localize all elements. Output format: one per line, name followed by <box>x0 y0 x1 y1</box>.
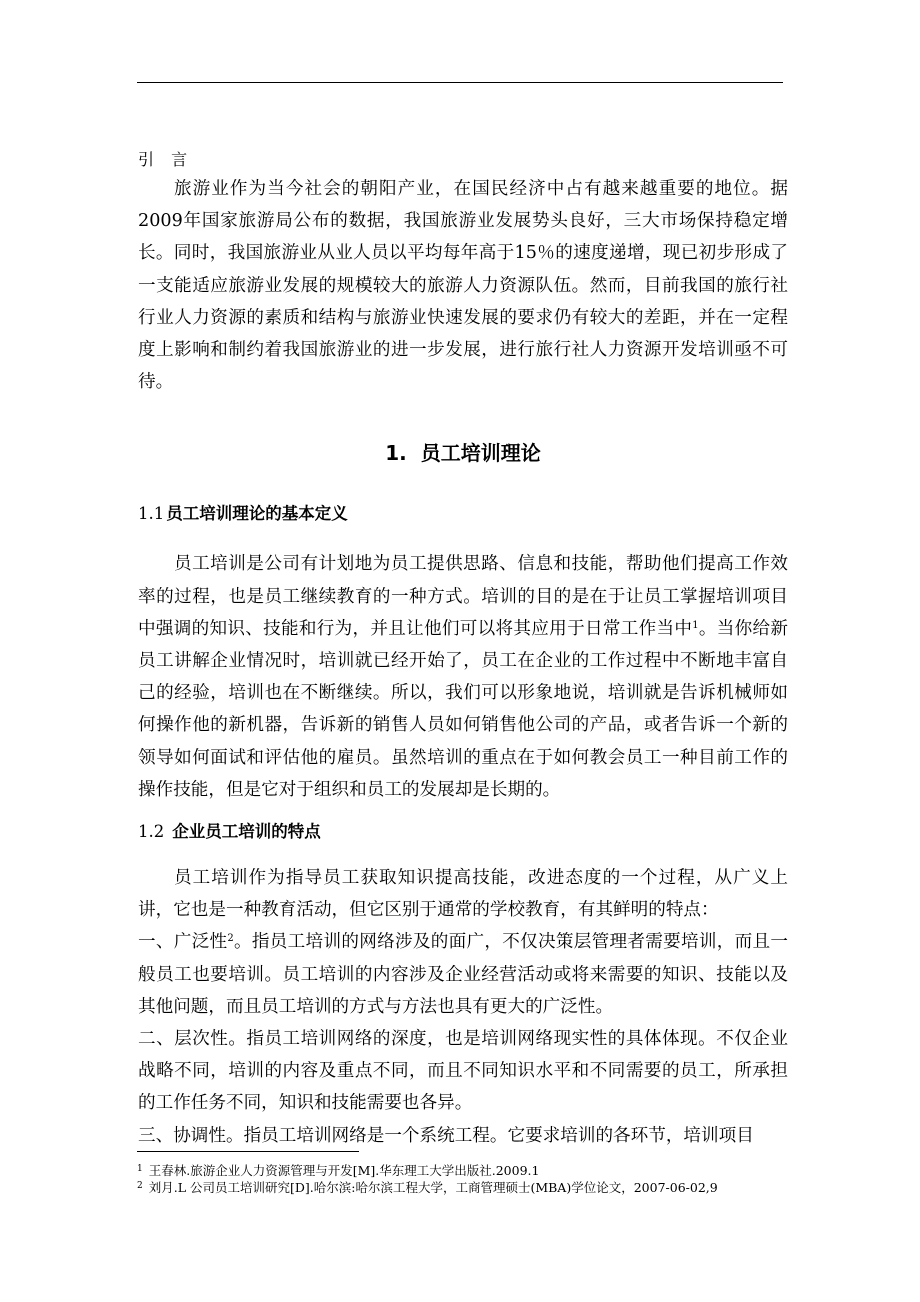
section-1-2-heading <box>138 820 788 844</box>
footnote-ref-1[interactable]: 1 <box>692 619 699 631</box>
footnote-1 <box>137 1162 797 1179</box>
feature-item-1 <box>138 926 788 1023</box>
feature-item-2: 二、层次性。指员工培训网络的深度，也是培训网络现实性的具体体现。不仅企业战略不同，培训的内容及重点不同，而且不同知识水平和不同需要的员工，所承担的工作任务不同，知识和技能需要也各异。 <box>138 1029 788 1114</box>
footnotes <box>137 1162 797 1196</box>
chapter-heading <box>138 438 788 468</box>
section-1-1-heading <box>138 502 788 526</box>
footnote-ref-2[interactable]: 2 <box>227 933 234 945</box>
section-1-1-title: 员工培训理论的基本定义 <box>166 504 348 524</box>
feature-item-1-body: 。指员工培训的网络涉及的面广，不仅决策层管理者需要培训，而且一般员工也要培训。员工培训的内容涉及企业经营活动或将来需要的知识、技能以及其他问题，而且员工培训的方式与方法也具有更大的广泛性。 <box>138 932 788 1017</box>
chapter-number: 1. <box>385 441 407 466</box>
section-1-1-paragraph <box>138 548 788 806</box>
intro-heading: 引 言 <box>138 150 194 169</box>
chapter-title: 员工培训理论 <box>420 441 541 466</box>
section-1-2-title: 企业员工培训的特点 <box>172 822 321 842</box>
document-body <box>138 150 788 1152</box>
intro-paragraph: 旅游业作为当今社会的朝阳产业，在国民经济中占有越来越重要的地位。据2009年国家旅游局公布的数据，我国旅游业发展势头良好，三大市场保持稳定增长。同时，我国旅游业从业人员以平均每年高于15％的速度递增，现已初步形成了一支能适应旅游业发展的规模较大的旅游人力资源队伍。然而，目前我国的旅行社行业人力资源的素质和结构与旅游业快速发展的要求仍有较大的差距，并在一定程度上影响和制约着我国旅游业的进一步发展，进行旅行社人力资源开发培训亟不可待。 <box>138 179 788 393</box>
section-1-2-number: 1.2 <box>138 822 165 842</box>
footnote-2-text: 刘月.L 公司员工培训研究[D].哈尔滨:哈尔滨工程大学，工商管理硕士(MBA)学位论文，2007-06-02,9 <box>148 1180 718 1195</box>
section-1-1-number: 1.1 <box>138 504 165 524</box>
footnote-1-text: 王春林.旅游企业人力资源管理与开发[M].华东理工大学出版社.2009.1 <box>148 1163 540 1178</box>
section-1-1-text-b: 。当你给新员工讲解企业情况时，培训就已经开始了，员工在企业的工作过程中不断地丰富自己的经验，培训也在不断继续。所以，我们可以形象地说，培训就是告诉机械师如何操作他的新机器，告诉新的销售人员如何销售他公司的产品，或者告诉一个新的领导如何面试和评估他的雇员。虽然培训的重点在于如何教会员工一种目前工作的操作技能，但是它对于组织和员工的发展却是长期的。 <box>138 618 788 800</box>
header-rule <box>137 82 783 83</box>
footnote-separator <box>137 1151 359 1152</box>
feature-item-1-head: 一、广泛性 <box>138 932 228 953</box>
footnote-2-mark: 2 <box>137 1181 143 1191</box>
footnote-2 <box>137 1179 797 1196</box>
section-1-1-text-a: 员工培训是公司有计划地为员工提供思路、信息和技能，帮助他们提高工作效率的过程，也是员工继续教育的一种方式。培训的目的是在于让员工掌握培训项目中强调的知识、技能和行为，并且让他们可以将其应用于日常工作当中 <box>138 554 788 639</box>
section-1-2-intro: 员工培训作为指导员工获取知识提高技能，改进态度的一个过程，从广义上讲，它也是一种教育活动，但它区别于通常的学校教育，有其鲜明的特点： <box>138 868 788 921</box>
footnote-1-mark: 1 <box>137 1164 143 1174</box>
feature-item-3: 三、协调性。指员工培训网络是一个系统工程。它要求培训的各环节，培训项目 <box>138 1125 754 1146</box>
